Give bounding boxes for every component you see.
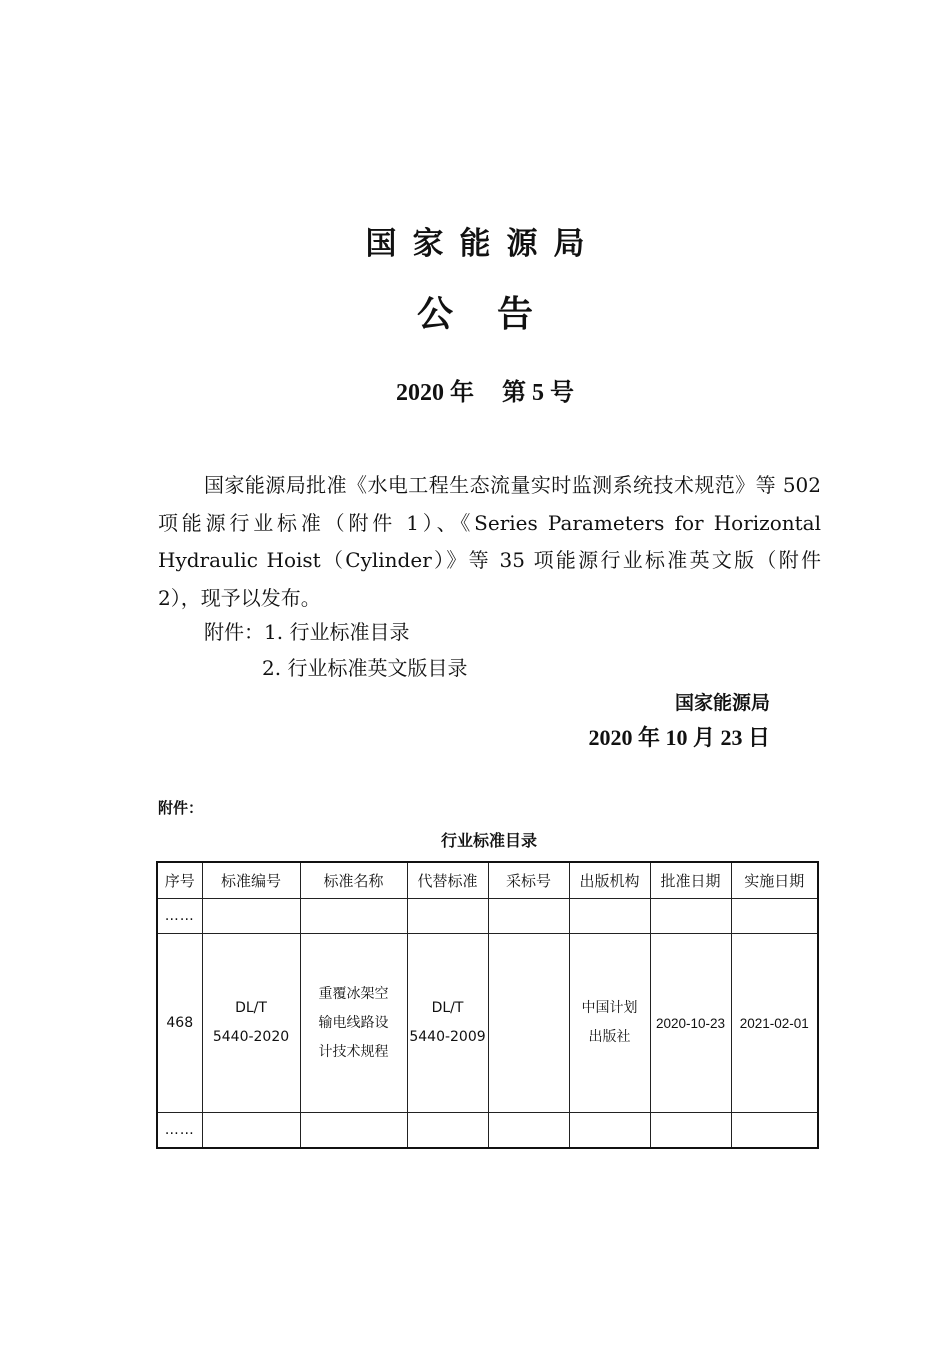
col-header: 代替标准 (407, 862, 488, 899)
agency-title: 国家能源局 (365, 226, 601, 262)
col-header: 实施日期 (731, 862, 818, 899)
attachment-line-2: 2. 行业标准英文版目录 (262, 656, 468, 680)
row-number: 468 (157, 934, 202, 1113)
effective-date: 2021-02-01 (731, 934, 818, 1113)
ellipsis-cell: …… (157, 1113, 202, 1149)
appendix-table-title: 行业标准目录 (440, 831, 537, 850)
standard-code: DL/T 5440-2020 (202, 934, 300, 1113)
ellipsis-cell: …… (157, 899, 202, 934)
attachment-line-1: 附件：1. 行业标准目录 (204, 620, 410, 644)
col-header: 采标号 (488, 862, 569, 899)
col-header: 标准名称 (300, 862, 407, 899)
announcement-paragraph: 国家能源局批准《水电工程生态流量实时监测系统技术规范》等 502 项能源行业标准（附件 1）、《Series Parameters for Horizontal Hydraulic Hoist（Cylinder）》等 35 项能源行业标准英文版（附件 2），现予以发布。 (158, 473, 821, 610)
table-row (157, 1113, 818, 1149)
table-row (157, 899, 818, 934)
signature-org: 国家能源局 (674, 692, 770, 714)
appendix-label: 附件： (158, 799, 204, 817)
issue-no: 第 5 号 (502, 380, 574, 406)
publisher: 中国计划 出版社 (569, 934, 650, 1113)
col-header: 批准日期 (650, 862, 731, 899)
col-header: 标准编号 (202, 862, 300, 899)
standards-catalog-table (156, 861, 819, 1149)
table-row (157, 934, 818, 1113)
col-header: 序号 (157, 862, 202, 899)
notice-title: 公告 (416, 294, 577, 335)
issue-year: 2020 年 (396, 380, 474, 406)
col-header: 出版机构 (569, 862, 650, 899)
signature-date: 2020 年 10 月 23 日 (588, 725, 770, 750)
adopted-standard (488, 934, 569, 1113)
issue-number (0, 372, 950, 407)
standard-name: 重覆冰架空 输电线路设 计技术规程 (300, 934, 407, 1113)
table-header-row (157, 862, 818, 899)
approval-date: 2020-10-23 (650, 934, 731, 1113)
replaced-standard: DL/T 5440-2009 (407, 934, 488, 1113)
